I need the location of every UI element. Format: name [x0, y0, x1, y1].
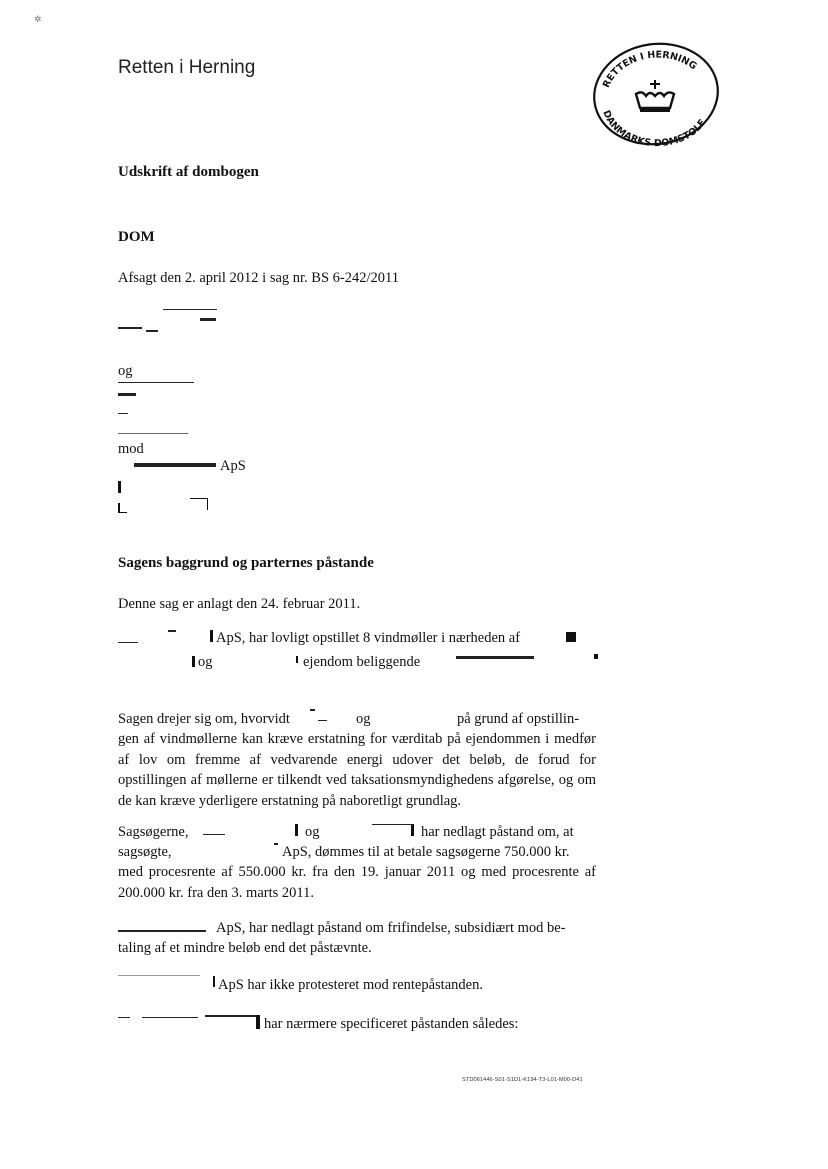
paragraph-claim-og: og: [305, 824, 320, 840]
paragraph-claim-text: har nedlagt påstand om, at: [421, 824, 574, 840]
svg-text:DANMARKS DOMSTOLE: [600, 109, 708, 148]
redaction-mark: [118, 930, 206, 932]
paragraph-specification: har nærmere specificeret påstanden således:: [264, 1016, 519, 1032]
paragraph-claim-amount: ApS, dømmes til at betale sagsøgerne 750.000 kr.: [282, 844, 570, 860]
redaction-mark: [296, 656, 298, 663]
redaction-mark: [142, 1017, 198, 1018]
redaction-mark: [146, 330, 158, 332]
redaction-mark: [594, 654, 598, 659]
redaction-mark: [411, 824, 414, 836]
document-id: STD061446-S01-S1D1-K194-T3-L01-M00-D41: [462, 1077, 583, 1083]
seal-top-text: RETTEN I HERNING: [600, 49, 699, 90]
redaction-mark: [274, 843, 278, 845]
paragraph-issue-body: gen af vindmøllerne kan kræve erstatning for værditab på ejendommen i medfør af lov om fremme af vedvarende energi udover det beløb, de forud for opstillingen af møllerne er tilkendt ved taksationsmyndighedens afgørelse, og om de kan kræve yderligere erstatning på naboretligt grundlag.: [118, 731, 596, 809]
redaction-mark: [118, 481, 121, 493]
document-title: Udskrift af dombogen: [118, 164, 259, 180]
redaction-mark: [118, 1017, 130, 1018]
redaction-mark: [118, 327, 142, 329]
redaction-mark: [456, 656, 534, 659]
redaction-mark: [134, 463, 216, 467]
paragraph-turbines-line1: ApS, har lovligt opstillet 8 vindmøller i nærheden af: [216, 630, 521, 646]
redaction-mark: [168, 630, 176, 632]
seal-bottom-text: DANMARKS DOMSTOLE: [600, 108, 709, 148]
redaction-mark: [118, 413, 128, 414]
redaction-mark: [118, 975, 200, 976]
issued-line: Afsagt den 2. april 2012 i sag nr. BS 6-242/2011: [118, 270, 399, 286]
redaction-mark: [372, 824, 412, 825]
party-og: og: [118, 363, 133, 379]
redaction-mark: [163, 309, 217, 310]
party-mod: mod: [118, 441, 144, 457]
paragraph-defence-line2: taling af et mindre beløb end det påstævnte.: [118, 940, 372, 956]
redaction-mark: [118, 433, 188, 434]
svg-text:RETTEN I HERNING: [601, 50, 699, 90]
redaction-mark: [318, 720, 327, 721]
paragraph-defence-line1: ApS, har nedlagt påstand om frifindelse, subsidiært mod be-: [216, 920, 566, 936]
redaction-mark: [118, 642, 138, 643]
section-heading: Sagens baggrund og parternes påstande: [118, 555, 374, 571]
redaction-mark: [203, 834, 225, 835]
redaction-mark: [118, 512, 127, 513]
redaction-mark: [310, 709, 315, 711]
paragraph-issue-end: på grund af opstillin-: [457, 711, 580, 727]
paragraph-claim-plaintiffs: Sagsøgerne,: [118, 824, 189, 840]
redaction-mark: [118, 393, 136, 396]
crown-icon: [636, 80, 674, 112]
paragraph-claim-defendant: sagsøgte,: [118, 844, 172, 860]
redaction-mark: [190, 498, 208, 499]
redaction-mark: [205, 1015, 257, 1017]
paragraph-issue-og: og: [356, 711, 371, 727]
redaction-mark: [192, 656, 195, 667]
paragraph-claim-interest: med procesrente af 550.000 kr. fra den 19. januar 2011 og med procesrente af 200.000 kr. fra den 3. marts 2011.: [118, 864, 596, 901]
redaction-mark: [256, 1015, 260, 1029]
redaction-mark: [207, 498, 208, 510]
redaction-mark: [210, 630, 213, 642]
paragraph-turbines-og: og: [198, 654, 213, 670]
document-type: DOM: [118, 229, 155, 245]
paragraph-issue-start: Sagen drejer sig om, hvorvidt: [118, 711, 290, 727]
redaction-mark: [213, 976, 215, 987]
court-name: Retten i Herning: [118, 57, 256, 78]
paragraph-filed-date: Denne sag er anlagt den 24. februar 2011.: [118, 596, 361, 612]
redaction-mark: [566, 632, 576, 642]
redaction-mark: [200, 318, 216, 321]
redaction-mark: [295, 824, 298, 836]
redaction-mark: [118, 382, 194, 383]
defendant-suffix: ApS: [220, 458, 246, 474]
paragraph-interest-no-protest: ApS har ikke protesteret mod rentepåstanden.: [218, 977, 483, 993]
court-seal-stamp: [590, 40, 722, 148]
scan-mark: ✲: [34, 14, 42, 24]
paragraph-turbines-line2: ejendom beliggende: [303, 654, 421, 670]
